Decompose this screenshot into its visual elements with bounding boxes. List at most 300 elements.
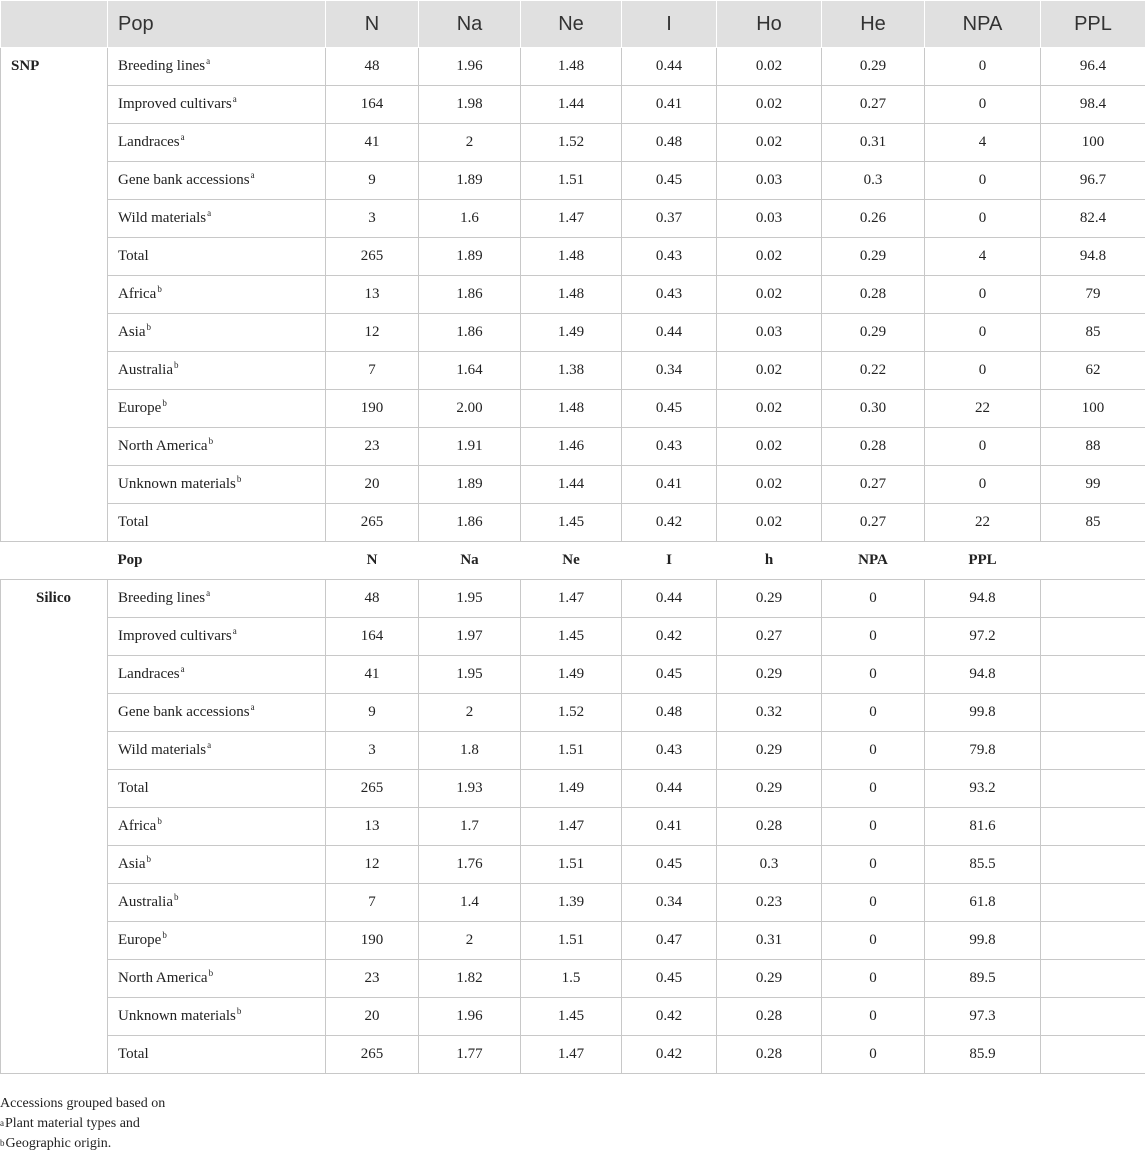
value-cell: 1.93	[419, 770, 521, 808]
row-name-cell	[108, 428, 326, 466]
value-cell: 0.29	[717, 960, 822, 998]
value-cell: 0.28	[717, 998, 822, 1036]
value-cell: 0	[925, 314, 1041, 352]
value-cell: 0	[925, 428, 1041, 466]
value-cell: 1.86	[419, 276, 521, 314]
row-name: Wild materials	[118, 210, 207, 226]
row-name: Landraces	[118, 134, 180, 150]
value-cell: 82.4	[1041, 200, 1145, 238]
row-name-cell	[108, 238, 326, 276]
value-cell: 1.76	[419, 846, 521, 884]
row-name-cell	[108, 162, 326, 200]
value-cell: 97.3	[925, 998, 1041, 1036]
value-cell: 1.4	[419, 884, 521, 922]
footnote-marker: a	[207, 740, 212, 750]
value-cell: 0	[822, 808, 925, 846]
value-cell: 13	[326, 276, 419, 314]
value-cell: 1.46	[521, 428, 622, 466]
value-cell: 0.43	[622, 238, 717, 276]
snp-row	[1, 162, 1145, 200]
value-cell: 0	[925, 466, 1041, 504]
row-name: North America	[118, 970, 208, 986]
value-cell: 0.29	[717, 580, 822, 618]
value-cell	[1041, 922, 1145, 960]
value-cell	[1041, 694, 1145, 732]
subheader-cell: Pop	[108, 542, 326, 580]
value-cell: 265	[326, 238, 419, 276]
silico-row	[1, 694, 1145, 732]
header-cell-na: Na	[419, 1, 521, 48]
snp-group-label: SNP	[1, 48, 108, 542]
value-cell: 4	[925, 238, 1041, 276]
footnote-marker: a	[250, 170, 255, 180]
row-name: Breeding lines	[118, 590, 206, 606]
row-name-cell	[108, 200, 326, 238]
value-cell	[1041, 998, 1145, 1036]
value-cell: 0.48	[622, 694, 717, 732]
value-cell: 85.5	[925, 846, 1041, 884]
value-cell: 0.45	[622, 390, 717, 428]
row-name: Asia	[118, 856, 146, 872]
header-cell-npa: NPA	[925, 1, 1041, 48]
value-cell: 23	[326, 428, 419, 466]
row-name-cell	[108, 580, 326, 618]
row-name-cell	[108, 922, 326, 960]
value-cell: 0.28	[822, 276, 925, 314]
row-name: Unknown materials	[118, 1008, 236, 1024]
silico-row	[1, 846, 1145, 884]
footnote-marker: b	[173, 892, 179, 902]
value-cell: 0.42	[622, 618, 717, 656]
footnote-marker: a	[250, 702, 255, 712]
row-name-cell	[108, 504, 326, 542]
value-cell: 1.39	[521, 884, 622, 922]
value-cell: 22	[925, 390, 1041, 428]
value-cell: 1.49	[521, 656, 622, 694]
value-cell: 99	[1041, 466, 1145, 504]
value-cell: 0.48	[622, 124, 717, 162]
footnote-marker: b	[146, 854, 151, 864]
row-name-cell	[108, 884, 326, 922]
value-cell: 0.02	[717, 276, 822, 314]
silico-row	[1, 922, 1145, 960]
header-cell-i: I	[622, 1, 717, 48]
value-cell	[1041, 1036, 1145, 1074]
value-cell: 0.41	[622, 466, 717, 504]
value-cell: 94.8	[1041, 238, 1145, 276]
snp-row	[1, 314, 1145, 352]
value-cell: 0.45	[622, 846, 717, 884]
snp-row	[1, 504, 1145, 542]
value-cell: 0.30	[822, 390, 925, 428]
footnote-marker: b	[157, 284, 162, 294]
footnote-marker: b	[173, 360, 179, 370]
value-cell: 0.28	[717, 808, 822, 846]
row-name-cell	[108, 124, 326, 162]
row-name-cell	[108, 732, 326, 770]
value-cell: 48	[326, 580, 419, 618]
row-name: Africa	[118, 818, 157, 834]
value-cell: 0.43	[622, 276, 717, 314]
row-name-cell	[108, 466, 326, 504]
value-cell: 0.45	[622, 656, 717, 694]
value-cell: 23	[326, 960, 419, 998]
value-cell: 190	[326, 390, 419, 428]
value-cell: 0.27	[822, 504, 925, 542]
value-cell: 0.44	[622, 580, 717, 618]
row-name: Total	[118, 248, 149, 264]
snp-row	[1, 200, 1145, 238]
footnote-intro: Accessions grouped based on	[0, 1096, 166, 1111]
row-name: Unknown materials	[118, 476, 236, 492]
value-cell: 1.51	[521, 732, 622, 770]
value-cell: 0.22	[822, 352, 925, 390]
row-name-cell	[108, 846, 326, 884]
footnote-b	[0, 1134, 165, 1154]
footnote-marker: b	[208, 968, 214, 978]
silico-row	[1, 884, 1145, 922]
header-corner-cell	[1, 1, 108, 48]
value-cell: 0.3	[717, 846, 822, 884]
value-cell: 4	[925, 124, 1041, 162]
value-cell: 96.4	[1041, 48, 1145, 86]
value-cell: 1.86	[419, 504, 521, 542]
value-cell: 0.31	[717, 922, 822, 960]
value-cell: 1.47	[521, 200, 622, 238]
value-cell: 0.42	[622, 1036, 717, 1074]
value-cell: 0.42	[622, 998, 717, 1036]
value-cell: 190	[326, 922, 419, 960]
value-cell: 0.31	[822, 124, 925, 162]
snp-row	[1, 276, 1145, 314]
value-cell: 100	[1041, 390, 1145, 428]
value-cell: 1.51	[521, 162, 622, 200]
footnote-marker: a	[180, 664, 185, 674]
value-cell: 1.64	[419, 352, 521, 390]
value-cell: 1.51	[521, 922, 622, 960]
subheader-row	[1, 542, 1145, 580]
value-cell: 2	[419, 124, 521, 162]
snp-row	[1, 390, 1145, 428]
footnote-marker: b	[236, 1006, 242, 1016]
value-cell: 1.51	[521, 846, 622, 884]
value-cell: 88	[1041, 428, 1145, 466]
value-cell: 0	[925, 48, 1041, 86]
subheader-cell	[1041, 542, 1145, 580]
footnote-a-text: Plant material types and	[5, 1116, 140, 1131]
value-cell: 0.02	[717, 466, 822, 504]
row-name: Europe	[118, 400, 162, 416]
value-cell: 0.26	[822, 200, 925, 238]
silico-row	[1, 960, 1145, 998]
value-cell: 96.7	[1041, 162, 1145, 200]
value-cell	[1041, 770, 1145, 808]
value-cell: 0.23	[717, 884, 822, 922]
footnote-marker: a	[206, 56, 211, 66]
value-cell: 1.96	[419, 48, 521, 86]
value-cell: 20	[326, 466, 419, 504]
row-name-cell	[108, 276, 326, 314]
value-cell: 85.9	[925, 1036, 1041, 1074]
value-cell: 1.47	[521, 808, 622, 846]
header-cell-ppl: PPL	[1041, 1, 1145, 48]
footnote-marker: a	[206, 588, 211, 598]
row-name-cell	[108, 808, 326, 846]
value-cell: 1.49	[521, 314, 622, 352]
value-cell: 0.02	[717, 86, 822, 124]
value-cell: 1.7	[419, 808, 521, 846]
header-cell-pop: Pop	[108, 1, 326, 48]
row-name: Total	[118, 1046, 149, 1062]
silico-row	[1, 656, 1145, 694]
value-cell: 164	[326, 618, 419, 656]
value-cell: 1.98	[419, 86, 521, 124]
footnote-marker: b	[236, 474, 242, 484]
value-cell: 99.8	[925, 922, 1041, 960]
snp-row	[1, 124, 1145, 162]
value-cell: 85	[1041, 314, 1145, 352]
value-cell	[1041, 656, 1145, 694]
subheader-cell: PPL	[925, 542, 1041, 580]
value-cell: 1.48	[521, 390, 622, 428]
subheader-cell: Na	[419, 542, 521, 580]
value-cell: 0.45	[622, 960, 717, 998]
footnote-marker: a	[232, 94, 237, 104]
value-cell: 0.29	[717, 770, 822, 808]
footnote-b-text: Geographic origin.	[5, 1136, 112, 1151]
silico-row	[1, 1036, 1145, 1074]
value-cell: 0.34	[622, 352, 717, 390]
value-cell: 164	[326, 86, 419, 124]
value-cell: 1.96	[419, 998, 521, 1036]
value-cell: 41	[326, 656, 419, 694]
value-cell: 1.89	[419, 238, 521, 276]
row-name-cell	[108, 998, 326, 1036]
row-name: Africa	[118, 286, 157, 302]
footnote-marker: b	[157, 816, 162, 826]
value-cell: 1.48	[521, 238, 622, 276]
subheader-cell: Ne	[521, 542, 622, 580]
row-name-cell	[108, 770, 326, 808]
footnote-b-mark: b	[0, 1138, 5, 1148]
value-cell: 62	[1041, 352, 1145, 390]
value-cell: 0	[822, 846, 925, 884]
value-cell: 0.29	[822, 314, 925, 352]
footnote-a	[0, 1114, 165, 1134]
value-cell: 1.45	[521, 618, 622, 656]
row-name-cell	[108, 1036, 326, 1074]
table-footnotes	[0, 1094, 165, 1154]
row-name-cell	[108, 352, 326, 390]
snp-row	[1, 238, 1145, 276]
row-name: Wild materials	[118, 742, 207, 758]
value-cell: 81.6	[925, 808, 1041, 846]
value-cell: 1.8	[419, 732, 521, 770]
value-cell: 0.29	[717, 732, 822, 770]
value-cell	[1041, 808, 1145, 846]
value-cell: 0.34	[622, 884, 717, 922]
value-cell: 0	[822, 732, 925, 770]
value-cell: 0.29	[717, 656, 822, 694]
footnote-marker: a	[207, 208, 212, 218]
value-cell: 93.2	[925, 770, 1041, 808]
row-name: Total	[118, 514, 149, 530]
value-cell	[1041, 618, 1145, 656]
value-cell: 85	[1041, 504, 1145, 542]
value-cell: 1.86	[419, 314, 521, 352]
value-cell: 1.5	[521, 960, 622, 998]
snp-row	[1, 48, 1145, 86]
footnote-marker: a	[232, 626, 237, 636]
value-cell: 1.95	[419, 656, 521, 694]
value-cell: 0.27	[822, 86, 925, 124]
value-cell: 0.02	[717, 238, 822, 276]
subheader-cell: N	[326, 542, 419, 580]
footnote-marker: b	[162, 930, 167, 940]
value-cell: 0.03	[717, 314, 822, 352]
value-cell: 1.44	[521, 466, 622, 504]
value-cell: 0.28	[822, 428, 925, 466]
value-cell: 0	[925, 162, 1041, 200]
row-name-cell	[108, 390, 326, 428]
value-cell: 0.42	[622, 504, 717, 542]
value-cell: 0.43	[622, 732, 717, 770]
row-name-cell	[108, 694, 326, 732]
value-cell: 3	[326, 732, 419, 770]
value-cell: 0.27	[822, 466, 925, 504]
value-cell: 20	[326, 998, 419, 1036]
snp-row	[1, 352, 1145, 390]
value-cell: 1.82	[419, 960, 521, 998]
value-cell: 1.48	[521, 48, 622, 86]
row-name-cell	[108, 86, 326, 124]
header-cell-he: He	[822, 1, 925, 48]
row-name-cell	[108, 314, 326, 352]
footnote-marker: b	[162, 398, 167, 408]
value-cell: 0.44	[622, 314, 717, 352]
table-header	[1, 1, 1145, 48]
value-cell: 0.29	[822, 238, 925, 276]
row-name: Landraces	[118, 666, 180, 682]
value-cell: 0.44	[622, 48, 717, 86]
value-cell: 97.2	[925, 618, 1041, 656]
row-name-cell	[108, 656, 326, 694]
value-cell: 0.37	[622, 200, 717, 238]
silico-row	[1, 618, 1145, 656]
value-cell: 1.45	[521, 504, 622, 542]
value-cell: 0	[822, 922, 925, 960]
value-cell: 0.41	[622, 86, 717, 124]
row-name-cell	[108, 48, 326, 86]
value-cell: 265	[326, 770, 419, 808]
value-cell: 61.8	[925, 884, 1041, 922]
value-cell	[1041, 732, 1145, 770]
value-cell: 1.89	[419, 162, 521, 200]
row-name: Australia	[118, 362, 173, 378]
value-cell: 0	[822, 618, 925, 656]
value-cell	[1041, 846, 1145, 884]
value-cell: 0	[822, 656, 925, 694]
row-name: Total	[118, 780, 149, 796]
silico-row	[1, 732, 1145, 770]
value-cell: 0.44	[622, 770, 717, 808]
row-name: North America	[118, 438, 208, 454]
value-cell: 0	[822, 694, 925, 732]
value-cell: 0.03	[717, 200, 822, 238]
value-cell	[1041, 580, 1145, 618]
value-cell: 0.43	[622, 428, 717, 466]
value-cell: 0.29	[822, 48, 925, 86]
row-name: Breeding lines	[118, 58, 206, 74]
silico-row	[1, 770, 1145, 808]
value-cell: 7	[326, 352, 419, 390]
value-cell: 1.38	[521, 352, 622, 390]
value-cell: 12	[326, 314, 419, 352]
value-cell	[1041, 960, 1145, 998]
value-cell: 1.48	[521, 276, 622, 314]
value-cell: 0.02	[717, 48, 822, 86]
value-cell: 1.47	[521, 1036, 622, 1074]
value-cell: 3	[326, 200, 419, 238]
value-cell: 89.5	[925, 960, 1041, 998]
value-cell: 0.3	[822, 162, 925, 200]
value-cell: 0.02	[717, 352, 822, 390]
value-cell: 0	[925, 86, 1041, 124]
silico-row	[1, 580, 1145, 618]
value-cell: 0	[822, 770, 925, 808]
value-cell: 1.97	[419, 618, 521, 656]
subheader-cell: NPA	[822, 542, 925, 580]
value-cell: 0.28	[717, 1036, 822, 1074]
value-cell: 79.8	[925, 732, 1041, 770]
value-cell: 98.4	[1041, 86, 1145, 124]
snp-row	[1, 86, 1145, 124]
header-cell-ho: Ho	[717, 1, 822, 48]
value-cell: 79	[1041, 276, 1145, 314]
value-cell: 9	[326, 694, 419, 732]
row-name: Asia	[118, 324, 146, 340]
value-cell: 2	[419, 694, 521, 732]
subheader-cell: I	[622, 542, 717, 580]
value-cell: 0.02	[717, 124, 822, 162]
footnote-marker: b	[208, 436, 214, 446]
row-name: Gene bank accessions	[118, 172, 250, 188]
value-cell: 0	[822, 1036, 925, 1074]
value-cell: 0	[822, 960, 925, 998]
value-cell: 7	[326, 884, 419, 922]
value-cell: 0.02	[717, 504, 822, 542]
header-cell-ne: Ne	[521, 1, 622, 48]
value-cell: 1.91	[419, 428, 521, 466]
value-cell: 0.41	[622, 808, 717, 846]
value-cell: 1.52	[521, 124, 622, 162]
value-cell: 1.49	[521, 770, 622, 808]
value-cell: 13	[326, 808, 419, 846]
value-cell: 0.47	[622, 922, 717, 960]
value-cell: 22	[925, 504, 1041, 542]
value-cell: 0	[822, 580, 925, 618]
row-name: Improved cultivars	[118, 96, 232, 112]
silico-group-label: Silico	[1, 580, 108, 1074]
header-cell-n: N	[326, 1, 419, 48]
footnote-marker: b	[146, 322, 151, 332]
row-name: Improved cultivars	[118, 628, 232, 644]
value-cell: 1.47	[521, 580, 622, 618]
value-cell: 0.32	[717, 694, 822, 732]
subheader-corner-cell	[1, 542, 108, 580]
value-cell: 48	[326, 48, 419, 86]
value-cell: 94.8	[925, 580, 1041, 618]
